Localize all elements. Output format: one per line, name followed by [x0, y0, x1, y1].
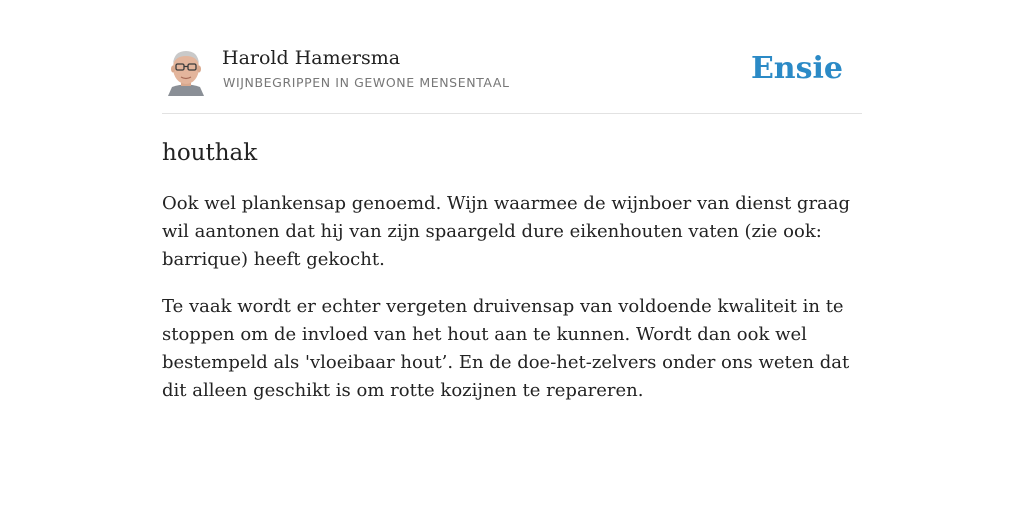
author-avatar[interactable]: [166, 46, 206, 96]
author-name[interactable]: Harold Hamersma: [222, 47, 401, 69]
page: [162, 0, 862, 512]
definition-paragraph: Ook wel plankensap genoemd. Wijn waarmee de wijnboer van dienst graag wil aantonen dat hij van zijn spaargeld dure eikenhouten vaten (zie ook: barrique) heeft gekocht.: [162, 193, 851, 270]
ensie-logo-link[interactable]: Ensie: [750, 51, 843, 86]
author-photo-icon: [166, 46, 206, 96]
entry-term: houthak: [162, 140, 258, 166]
definition-paragraph: Te vaak wordt er echter vergeten druivensap van voldoende kwaliteit in te stoppen om de invloed van het hout aan te kunnen. Wordt dan ook wel bestempeld als 'vloeibaar hout’. En de doe-het-zelvers onder ons weten dat dit alleen geschikt is om rotte kozijnen te repareren.: [162, 296, 850, 401]
header: [162, 40, 862, 114]
entry-definition: [162, 190, 852, 424]
author-tagline: WIJNBEGRIPPEN IN GEWONE MENSENTAAL: [223, 75, 510, 90]
